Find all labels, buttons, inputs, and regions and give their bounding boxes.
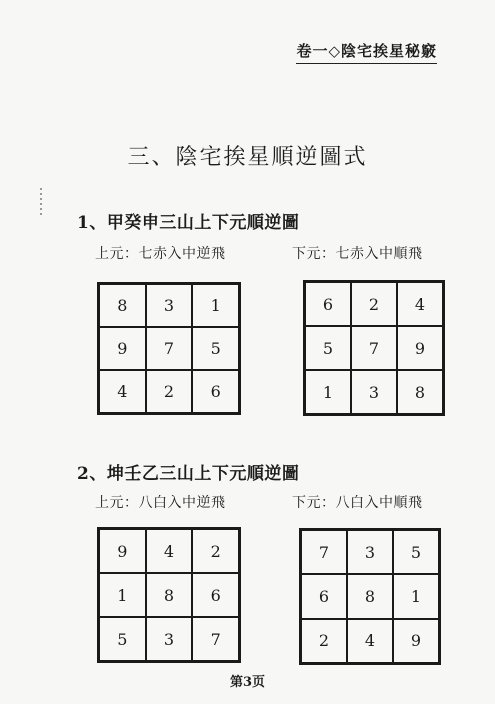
grid-cell: 7 — [192, 617, 239, 661]
grid-cell: 6 — [192, 370, 239, 413]
grid-cell: 8 — [99, 284, 146, 327]
grid-cell: 2 — [351, 282, 397, 326]
grid-cell: 7 — [351, 326, 397, 370]
grid-cell: 5 — [305, 326, 351, 370]
page-number: 第3页 — [229, 675, 266, 690]
grid-cell: 1 — [393, 574, 439, 618]
section-1-right-grid — [303, 280, 445, 416]
grid-cell: 3 — [351, 370, 397, 414]
scan-speck — [40, 188, 42, 216]
page-title: 三、陰宅挨星順逆圖式 — [127, 145, 368, 170]
grid-cell: 1 — [192, 284, 239, 327]
grid-cell: 2 — [192, 529, 239, 573]
grid-cell: 7 — [301, 530, 347, 574]
grid-cell: 5 — [192, 327, 239, 370]
grid-cell: 5 — [393, 530, 439, 574]
grid-cell: 6 — [305, 282, 351, 326]
grid-cell: 4 — [146, 529, 193, 573]
section-1-title: 1、甲癸申三山上下元順逆圖 — [77, 213, 300, 233]
section-2-left-grid — [97, 527, 241, 663]
section-2-right-grid — [299, 528, 441, 665]
grid-cell: 6 — [301, 574, 347, 618]
grid-cell: 9 — [99, 529, 146, 573]
grid-cell: 8 — [397, 370, 443, 414]
grid-cell: 4 — [397, 282, 443, 326]
grid-cell: 9 — [397, 326, 443, 370]
grid-cell: 4 — [347, 619, 393, 663]
section-2-right-label: 下元：八白入中順飛 — [292, 495, 423, 511]
grid-cell: 3 — [347, 530, 393, 574]
section-2-title: 2、坤壬乙三山上下元順逆圖 — [77, 464, 300, 484]
section-2-left-label: 上元：八白入中逆飛 — [95, 495, 226, 511]
section-1-right-label: 下元：七赤入中順飛 — [292, 246, 423, 262]
section-1-left-label: 上元：七赤入中逆飛 — [95, 246, 226, 262]
grid-cell: 2 — [146, 370, 193, 413]
grid-cell: 1 — [305, 370, 351, 414]
grid-cell: 1 — [99, 573, 146, 617]
grid-cell: 9 — [99, 327, 146, 370]
grid-cell: 8 — [347, 574, 393, 618]
grid-cell: 3 — [146, 617, 193, 661]
grid-cell: 5 — [99, 617, 146, 661]
section-1-left-grid — [97, 282, 241, 415]
grid-cell: 4 — [99, 370, 146, 413]
grid-cell: 6 — [192, 573, 239, 617]
grid-cell: 7 — [146, 327, 193, 370]
grid-cell: 2 — [301, 619, 347, 663]
grid-cell: 8 — [146, 573, 193, 617]
running-header: 卷一◇陰宅挨星秘竅 — [296, 40, 437, 64]
grid-cell: 3 — [146, 284, 193, 327]
grid-cell: 9 — [393, 619, 439, 663]
